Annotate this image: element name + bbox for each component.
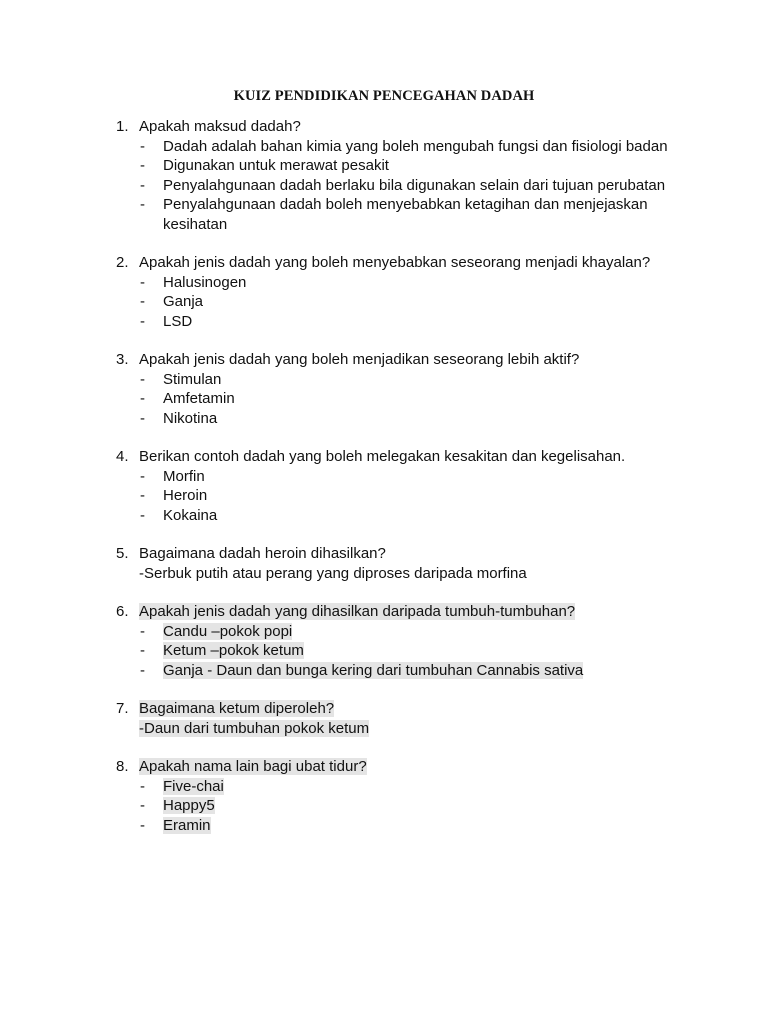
dash-bullet: - xyxy=(140,816,145,834)
question-number: 1. xyxy=(116,118,129,135)
answer-list xyxy=(116,467,676,526)
question-text: Apakah jenis dadah yang dihasilkan daripada tumbuh-tumbuhan? xyxy=(139,603,576,620)
question-5 xyxy=(116,544,676,583)
question-line xyxy=(116,602,676,622)
document-title: KUIZ PENDIDIKAN PENCEGAHAN DADAH xyxy=(233,88,535,104)
question-line xyxy=(116,544,676,564)
question-text: Apakah nama lain bagi ubat tidur? xyxy=(139,758,367,775)
answer-text: Penyalahgunaan dadah berlaku bila digunakan selain dari tujuan perubatan xyxy=(163,176,666,194)
question-text: Bagaimana ketum diperoleh? xyxy=(139,700,335,717)
answer-text: Dadah adalah bahan kimia yang boleh mengubah fungsi dan fisiologi badan xyxy=(163,137,668,155)
question-number: 3. xyxy=(116,351,129,368)
answer-text: Morfin xyxy=(163,467,205,485)
answer-text: Halusinogen xyxy=(163,273,247,291)
question-6 xyxy=(116,602,676,680)
answer-item xyxy=(116,273,676,293)
dash-bullet: - xyxy=(140,137,145,155)
answer-text: Penyalahgunaan dadah boleh menyebabkan ketagihan dan menjejaskan kesihatan xyxy=(163,196,648,233)
question-number: 2. xyxy=(116,254,129,271)
answer-list xyxy=(116,622,676,681)
dash-bullet: - xyxy=(140,409,145,427)
answer-item xyxy=(116,816,676,836)
answer-text: Ketum –pokok ketum xyxy=(163,642,304,659)
answer-item xyxy=(116,641,676,661)
dash-bullet: - xyxy=(140,777,145,795)
answer-item xyxy=(116,486,676,506)
answer-list xyxy=(116,273,676,332)
dash-bullet: - xyxy=(140,157,145,174)
answer-text: Ganja - Daun dan bunga kering dari tumbuhan Cannabis sativa xyxy=(163,661,584,679)
question-line xyxy=(116,699,676,719)
answer-item xyxy=(116,156,676,176)
answer-text: Ganja xyxy=(163,293,204,310)
question-4 xyxy=(116,447,676,525)
answer-item xyxy=(116,195,676,234)
answer-line xyxy=(116,719,676,739)
dash-bullet: - xyxy=(140,487,145,504)
answer-text: Candu –pokok popi xyxy=(163,622,293,640)
question-number: 6. xyxy=(116,603,129,620)
question-line xyxy=(116,447,676,467)
answer-text: -Serbuk putih atau perang yang diproses daripada morfina xyxy=(139,564,527,582)
dash-bullet: - xyxy=(140,661,145,679)
dash-bullet: - xyxy=(140,467,145,485)
dash-bullet: - xyxy=(140,176,145,194)
answer-item xyxy=(116,370,676,390)
dash-bullet: - xyxy=(140,370,145,388)
question-number: 5. xyxy=(116,545,129,562)
answer-item xyxy=(116,409,676,429)
answer-text: Eramin xyxy=(163,816,211,834)
answer-item xyxy=(116,467,676,487)
question-line xyxy=(116,117,676,137)
question-1 xyxy=(116,117,676,234)
answer-list xyxy=(116,370,676,429)
answer-item xyxy=(116,176,676,196)
question-line xyxy=(116,253,676,273)
dash-bullet: - xyxy=(140,293,145,310)
dash-bullet: - xyxy=(140,797,145,814)
answer-item xyxy=(116,292,676,312)
answer-text: -Daun dari tumbuhan pokok ketum xyxy=(139,719,370,737)
answer-text: Five-chai xyxy=(163,777,224,795)
answer-item xyxy=(116,506,676,526)
question-text: Apakah maksud dadah? xyxy=(139,118,301,135)
question-number: 4. xyxy=(116,448,129,465)
dash-bullet: - xyxy=(140,506,145,524)
answer-text: Kokaina xyxy=(163,506,218,524)
answer-text: Stimulan xyxy=(163,370,222,388)
dash-bullet: - xyxy=(140,390,145,407)
dash-bullet: - xyxy=(140,196,145,213)
question-text: Berikan contoh dadah yang boleh melegakan kesakitan dan kegelisahan. xyxy=(139,448,626,465)
question-text: Apakah jenis dadah yang boleh menyebabkan seseorang menjadi khayalan? xyxy=(139,254,651,271)
question-number: 8. xyxy=(116,758,129,775)
question-3 xyxy=(116,350,676,428)
question-text: Bagaimana dadah heroin dihasilkan? xyxy=(139,545,386,562)
question-7 xyxy=(116,699,676,738)
answer-item xyxy=(116,137,676,157)
answer-text: Amfetamin xyxy=(163,390,235,407)
answer-text: Digunakan untuk merawat pesakit xyxy=(163,157,389,174)
dash-bullet: - xyxy=(140,273,145,291)
dash-bullet: - xyxy=(140,622,145,640)
dash-bullet: - xyxy=(140,642,145,659)
answer-text: Nikotina xyxy=(163,409,218,427)
question-text: Apakah jenis dadah yang boleh menjadikan seseorang lebih aktif? xyxy=(139,351,580,368)
question-line xyxy=(116,350,676,370)
dash-bullet: - xyxy=(140,312,145,330)
answer-text: Heroin xyxy=(163,487,208,504)
question-number: 7. xyxy=(116,700,129,717)
question-line xyxy=(116,757,676,777)
answer-list xyxy=(116,777,676,836)
answer-item xyxy=(116,661,676,681)
answer-item xyxy=(116,312,676,332)
answer-list xyxy=(116,137,676,235)
answer-item xyxy=(116,796,676,816)
answer-item xyxy=(116,622,676,642)
answer-text: Happy5 xyxy=(163,797,215,814)
question-8 xyxy=(116,757,676,835)
answer-item xyxy=(116,389,676,409)
answer-item xyxy=(116,777,676,797)
answer-text: LSD xyxy=(163,312,193,330)
question-2 xyxy=(116,253,676,331)
quiz-list xyxy=(116,117,676,854)
